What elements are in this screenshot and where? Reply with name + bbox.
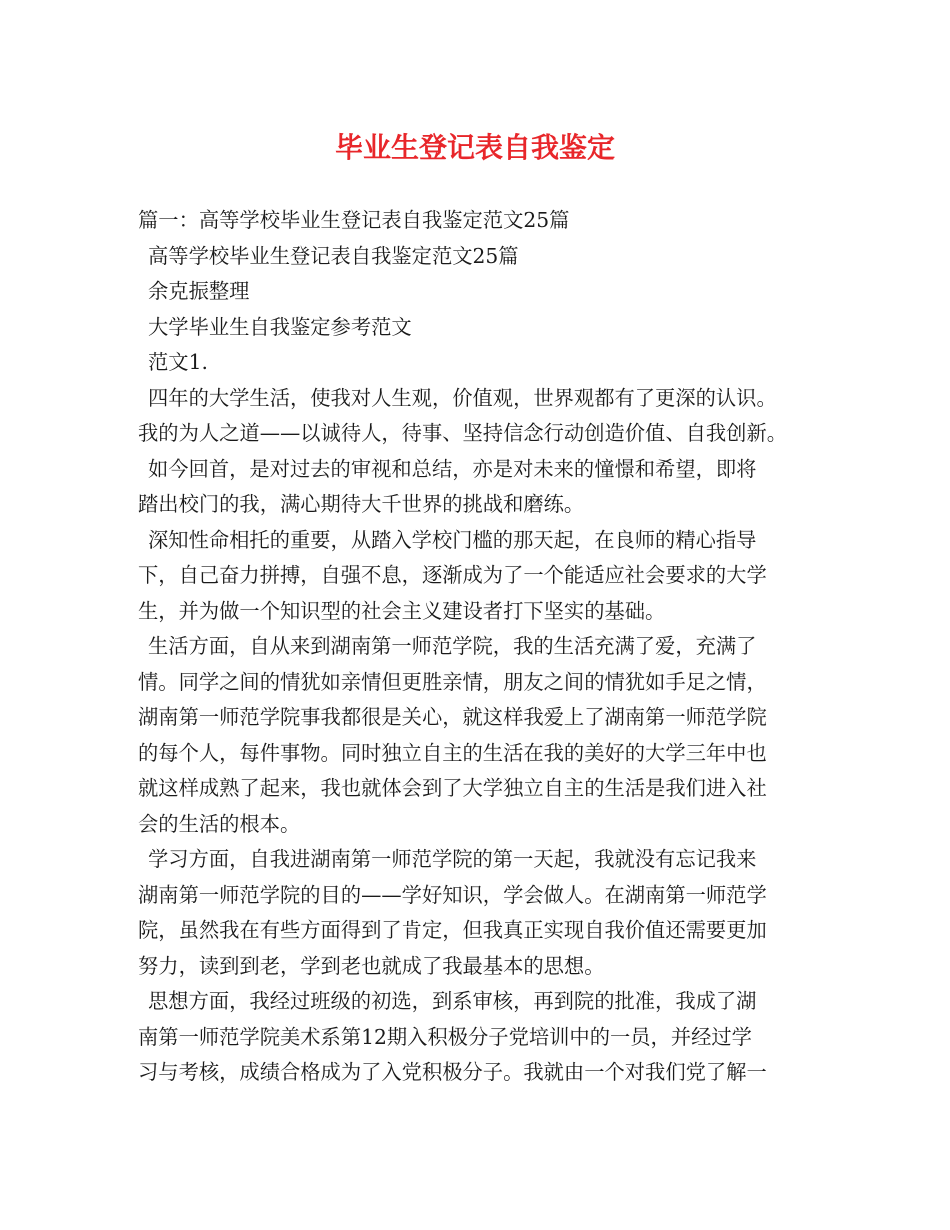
text-line: 范文1. [148, 350, 208, 374]
text-line: 大学毕业生自我鉴定参考范文 [148, 314, 412, 339]
text-line: 的每个人，每件事物。同时独立自主的生活在我的美好的大学三年中也 [138, 740, 767, 765]
text-line: 院，虽然我在有些方面得到了肯定，但我真正实现自我价值还需要更加 [138, 918, 767, 942]
text-line: 南第一师范学院美术系第12期入积极分子党培训中的一员，并经过学 [138, 1024, 752, 1049]
text-line: 深知性命相托的重要，从踏入学校门槛的那天起，在良师的精心指导 [148, 527, 757, 552]
text-line: 思想方面，我经过班级的初选，到系审核，再到院的批准，我成了湖 [148, 989, 757, 1013]
text-line: 湖南第一师范学院的目的——学好知识，学会做人。在湖南第一师范学 [138, 882, 767, 907]
document-body [138, 203, 818, 1091]
text-line: 高等学校毕业生登记表自我鉴定范文25篇 [148, 243, 519, 268]
text-line: 努力，读到到老，学到老也就成了我最基本的思想。 [138, 953, 605, 978]
text-line: 就这样成熟了起来，我也就体会到了大学独立自主的生活是我们进入社 [138, 776, 767, 800]
text-line: 踏出校门的我，满心期待大千世界的挑战和磨练。 [138, 492, 585, 516]
text-line: 情。同学之间的情犹如亲情但更胜亲情，朋友之间的情犹如手足之情， [138, 669, 767, 694]
text-line: 下，自己奋力拼搏，自强不息，逐渐成为了一个能适应社会要求的大学 [138, 563, 767, 587]
page-title: 毕业生登记表自我鉴定 [334, 131, 615, 164]
text-line: 湖南第一师范学院事我都很是关心，就这样我爱上了湖南第一师范学院 [138, 705, 767, 729]
text-line: 生，并为做一个知识型的社会主义建设者打下坚实的基础。 [138, 598, 666, 623]
text-line: 生活方面，自从来到湖南第一师范学院，我的生活充满了爱，充满了 [148, 634, 757, 658]
text-line: 篇一：高等学校毕业生登记表自我鉴定范文25篇 [138, 208, 570, 232]
text-line: 四年的大学生活，使我对人生观，价值观，世界观都有了更深的认识。 [148, 385, 777, 410]
text-line: 我的为人之道——以诚待人，待事、坚持信念行动创造价值、自我创新。 [138, 421, 788, 445]
text-line: 会的生活的根本。 [138, 811, 301, 836]
text-line: 学习方面，自我进湖南第一师范学院的第一天起，我就没有忘记我来 [148, 847, 757, 871]
text-line: 习与考核，成绩合格成为了入党积极分子。我就由一个对我们党了解一 [138, 1060, 767, 1084]
text-line: 如今回首，是对过去的审视和总结，亦是对未来的憧憬和希望，即将 [148, 456, 757, 481]
text-line: 余克振整理 [148, 279, 250, 303]
